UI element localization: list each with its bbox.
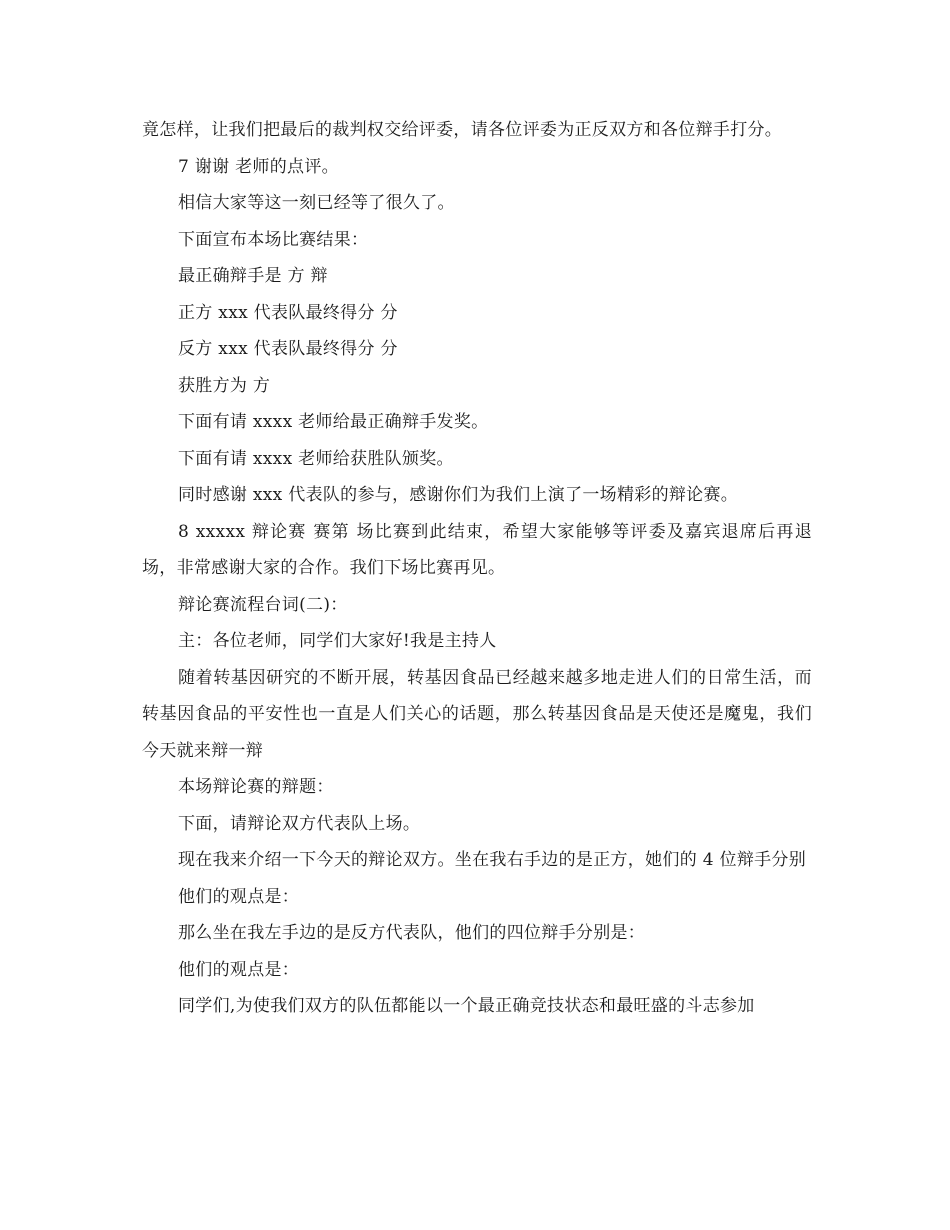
paragraph: 他们的观点是： xyxy=(178,886,300,907)
paragraph: 相信大家等这一刻已经等了很久了。 xyxy=(178,193,455,213)
paragraph: 正方 xxx 代表队最终得分 分 xyxy=(178,302,398,323)
paragraph: 现在我来介绍一下今天的辩论双方。坐在我右手边的是正方，她们的 4 位辩手分别 xyxy=(178,850,807,870)
paragraph: 下面宣布本场比赛结果： xyxy=(178,229,369,250)
paragraph: 随着转基因研究的不断开展，转基因食品已经越来越多地走进人们的日常生活，而转基因食品的平安性也一直是人们关心的话题，那么转基因食品是天使还是魔鬼，我们今天就来辩一辩 xyxy=(142,667,812,761)
paragraph: 同学们,为使我们双方的队伍都能以一个最正确竞技状态和最旺盛的斗志参加 xyxy=(178,996,755,1016)
paragraph: 8 xxxxx 辩论赛 赛第 场比赛到此结束，希望大家能够等评委及嘉宾退席后再退场，非常感谢大家的合作。我们下场比赛再见。 xyxy=(142,521,812,578)
paragraph: 同时感谢 xxx 代表队的参与，感谢你们为我们上演了一场精彩的辩论赛。 xyxy=(178,485,739,505)
paragraph: 那么坐在我左手边的是反方代表队，他们的四位辩手分别是： xyxy=(178,923,646,943)
paragraph: 辩论赛流程台词(二)： xyxy=(178,594,348,615)
paragraph: 下面有请 xxxx 老师给获胜队颁奖。 xyxy=(178,448,454,469)
paragraph: 7 谢谢 老师的点评。 xyxy=(178,156,339,177)
paragraph: 获胜方为 方 xyxy=(178,375,271,396)
paragraph: 下面有请 xxxx 老师给最正确辩手发奖。 xyxy=(178,412,489,432)
paragraph: 下面，请辩论双方代表队上场。 xyxy=(178,813,421,834)
document-body xyxy=(142,112,812,1025)
paragraph: 竟怎样，让我们把最后的裁判权交给评委，请各位评委为正反双方和各位辩手打分。 xyxy=(142,120,783,140)
paragraph: 本场辩论赛的辩题： xyxy=(178,777,334,797)
paragraph: 最正确辩手是 方 辩 xyxy=(178,266,328,286)
paragraph: 主：各位老师，同学们大家好!我是主持人 xyxy=(178,631,497,651)
paragraph: 他们的观点是： xyxy=(178,959,300,980)
paragraph: 反方 xxx 代表队最终得分 分 xyxy=(178,339,398,359)
